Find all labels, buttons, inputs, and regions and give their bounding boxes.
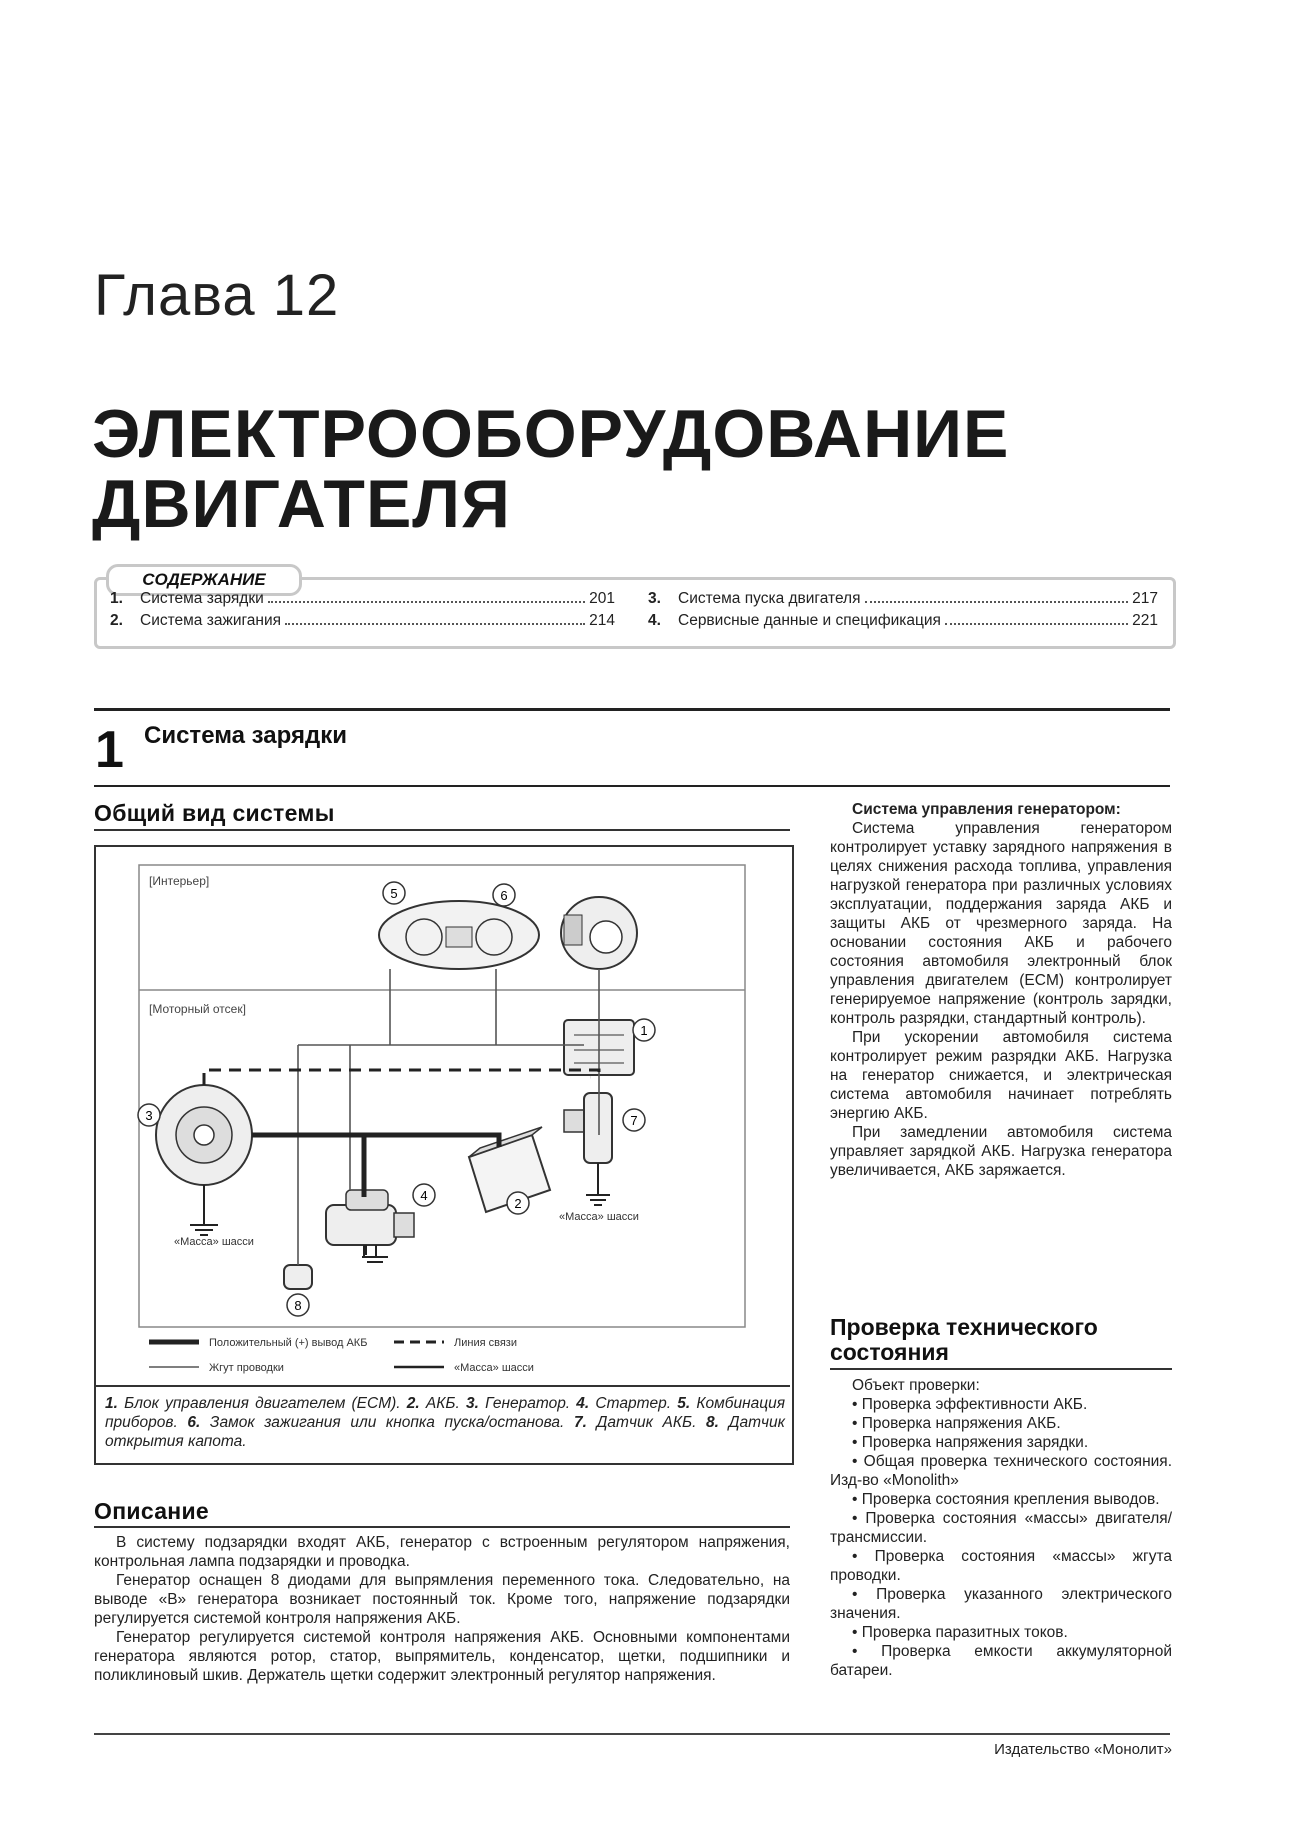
inspection-body — [830, 1376, 1172, 1680]
generator-icon — [156, 1085, 252, 1185]
section-title: Система зарядки — [144, 722, 347, 749]
inspection-heading-line1: Проверка технического — [830, 1314, 1098, 1340]
inspection-intro: Объект проверки: — [852, 1377, 980, 1394]
battery-positive-lines — [252, 1135, 499, 1197]
description-rule — [94, 1526, 790, 1528]
instrument-cluster-icon — [379, 901, 539, 969]
description-paragraph: В систему подзарядки входят АКБ, генератор с встроенным регулятором напряжения, контрольная лампа подзарядки и проводка. — [94, 1534, 790, 1570]
toc-item-number: 1. — [110, 590, 123, 607]
inspection-item: • Проверка емкости аккумуляторной батареи. — [830, 1642, 1172, 1680]
ground-label-right: «Масса» шасси — [559, 1211, 639, 1223]
toc-leader — [268, 590, 585, 603]
zone-interior-label: [Интерьер] — [149, 874, 210, 888]
toc-leader — [285, 612, 585, 625]
charging-system-diagram — [94, 845, 790, 1385]
toc-item-page: 214 — [589, 612, 615, 629]
overview-rule — [94, 829, 790, 831]
inspection-heading-line2: состояния — [830, 1339, 949, 1365]
toc-item[interactable] — [648, 590, 1158, 608]
toc-item-number: 2. — [110, 612, 123, 629]
callout-6: 6 — [500, 888, 508, 903]
toc-item-title: Система зажигания — [140, 612, 282, 629]
inspection-item: • Проверка напряжения АКБ. — [830, 1414, 1172, 1433]
ground-label-left: «Масса» шасси — [174, 1236, 254, 1248]
callout-5: 5 — [390, 886, 398, 901]
toc-item-title: Сервисные данные и спецификация — [678, 612, 941, 629]
chapter-title-line1: ЭЛЕКТРООБОРУДОВАНИЕ — [92, 396, 1010, 472]
legend-battery-positive: Положительный (+) вывод АКБ — [209, 1337, 368, 1349]
toc-item-page: 221 — [1132, 612, 1158, 629]
chapter-title-line2: ДВИГАТЕЛЯ — [92, 466, 511, 542]
description-heading: Описание — [94, 1498, 210, 1524]
starter-icon — [326, 1190, 414, 1245]
inspection-item: • Проверка эффективности АКБ. — [830, 1395, 1172, 1414]
right-column — [830, 800, 1172, 1180]
battery-sensor-icon — [564, 1093, 612, 1163]
inspection-item: • Проверка состояния «массы» двигателя/трансмиссии. — [830, 1509, 1172, 1547]
toc-item-title: Система пуска двигателя — [678, 590, 861, 607]
description-paragraph: Генератор оснащен 8 диодами для выпрямления переменного тока. Следовательно, на выводе «В» генератора возникает постоянный ток. Кроме того, напряжение подзарядки регулируется системой контроля напряжения АКБ. — [94, 1572, 790, 1627]
generator-control-paragraph: При замедлении автомобиля система управляет зарядкой АКБ. Нагрузка генератора увеличивается, АКБ заряжается. — [830, 1124, 1172, 1179]
legend-harness: Жгут проводки — [209, 1362, 284, 1374]
footer-rule — [94, 1733, 1170, 1735]
generator-control-paragraph: Система управления генератором контролирует уставку зарядного напряжения в целях снижения расхода топлива, управления нагрузкой генератора при различных условиях эксплуатации, поддержания заряда АКБ и защиты АКБ от чрезмерного заряда. На основании состояния АКБ и рабочего состояния автомобиля электронный блок управления двигателем (ECM) контролирует генерируемое напряжение (контроль зарядки, контроль разрядки, стандартный контроль). — [830, 820, 1172, 1027]
diagram-caption: 1. Блок управления двигателем (ECM). 2. АКБ. 3. Генератор. 4. Стартер. 5. Комбинация приборов. 6. Замок зажигания или кнопка пуска/останова. 7. Датчик АКБ. 8. Датчик открытия капота. — [105, 1395, 785, 1450]
toc-item[interactable] — [110, 612, 615, 630]
caption-rule — [94, 1385, 790, 1387]
section-bottom-rule — [94, 785, 1170, 787]
toc-item-number: 4. — [648, 612, 661, 629]
chapter-label: Глава 12 — [94, 263, 340, 328]
inspection-heading — [830, 1315, 1172, 1365]
toc-item[interactable] — [648, 612, 1158, 630]
callout-7: 7 — [630, 1113, 638, 1128]
diagram-legend — [149, 1337, 534, 1374]
zone-engine-label: [Моторный отсек] — [149, 1002, 246, 1016]
inspection-item: • Проверка напряжения зарядки. — [830, 1433, 1172, 1452]
inspection-item: • Проверка паразитных токов. — [830, 1623, 1172, 1642]
inspection-rule — [830, 1368, 1172, 1370]
toc-item-page: 217 — [1132, 590, 1158, 607]
legend-ground: «Масса» шасси — [454, 1362, 534, 1374]
callout-1: 1 — [640, 1023, 648, 1038]
inspection-item: • Общая проверка технического состояния. Изд-во «Monolith» — [830, 1452, 1172, 1490]
callout-2: 2 — [514, 1196, 522, 1211]
callout-3: 3 — [145, 1108, 153, 1123]
overview-heading: Общий вид системы — [94, 800, 335, 826]
callout-8: 8 — [294, 1298, 302, 1313]
generator-control-heading: Система управления генератором: — [852, 801, 1121, 818]
toc-leader — [865, 590, 1129, 603]
inspection-item: • Проверка состояния «массы» жгута проводки. — [830, 1547, 1172, 1585]
hood-sensor-icon — [284, 1265, 312, 1289]
comm-lines — [204, 1070, 599, 1085]
inspection-item: • Проверка состояния крепления выводов. — [830, 1490, 1172, 1509]
inspection-list — [830, 1395, 1172, 1680]
legend-comm-line: Линия связи — [454, 1337, 517, 1349]
section-top-rule — [94, 708, 1170, 711]
callout-4: 4 — [420, 1188, 428, 1203]
description-body — [94, 1533, 790, 1685]
generator-control-paragraph: При ускорении автомобиля система контролирует режим разрядки АКБ. Нагрузка на генератор снижается, и электрическая система автомобиля начинает потреблять энергию АКБ. — [830, 1029, 1172, 1122]
toc-heading: СОДЕРЖАНИЕ — [106, 564, 302, 596]
inspection-item: • Проверка указанного электрического значения. — [830, 1585, 1172, 1623]
footer-publisher: Издательство «Монолит» — [994, 1741, 1172, 1758]
ignition-switch-icon — [561, 897, 637, 969]
description-paragraph: Генератор регулируется системой контроля напряжения АКБ. Основными компонентами генератора являются ротор, статор, выпрямитель, конденсатор, щетки, подшипники и поликлиновый шкив. Держатель щетки содержит электронный регулятор напряжения. — [94, 1629, 790, 1684]
toc-item-title: Система зарядки — [140, 590, 264, 607]
section-number: 1 — [95, 721, 124, 779]
toc-leader — [945, 612, 1128, 625]
toc-item-number: 3. — [648, 590, 661, 607]
toc-item[interactable] — [110, 590, 615, 608]
toc-item-page: 201 — [589, 590, 615, 607]
